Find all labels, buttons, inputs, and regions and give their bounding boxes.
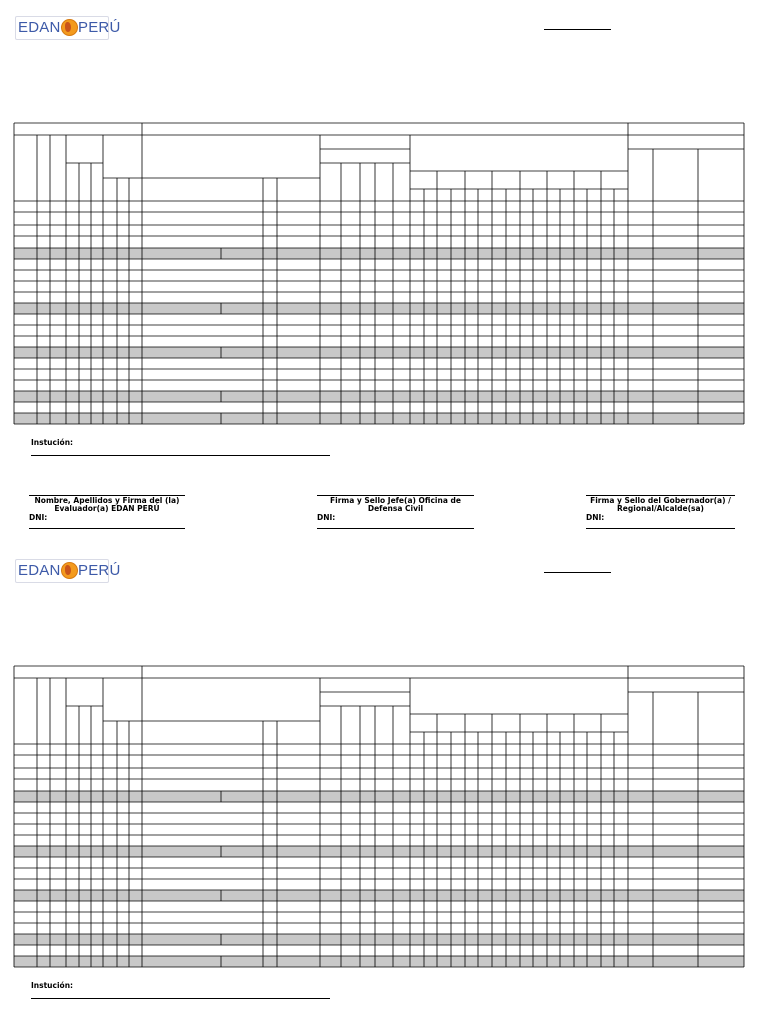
dni-label-governor: DNI: — [586, 513, 605, 522]
dni-label-civil-defense: DNI: — [317, 513, 336, 522]
logo-text-edan: EDAN — [18, 19, 61, 36]
shaded-row — [14, 934, 744, 945]
institution-line — [31, 455, 330, 456]
institution-line-2 — [31, 998, 330, 999]
signature-title-civil-defense: Firma y Sello Jefe(a) Oficina de Defensa Civil — [330, 496, 461, 513]
shaded-row — [14, 846, 744, 857]
institution-label: Instución: — [31, 438, 74, 447]
form-page-2 — [0, 543, 768, 1024]
shaded-row — [14, 413, 744, 424]
shaded-row — [14, 347, 744, 358]
logo-text-edan-2: EDAN — [18, 562, 61, 579]
shaded-row — [14, 890, 744, 901]
shaded-row — [14, 391, 744, 402]
evaluation-table-2 — [0, 543, 768, 1024]
logo-text-peru-2: PERÚ — [78, 562, 121, 579]
shaded-row — [14, 303, 744, 314]
signature-line-bottom-2 — [317, 528, 474, 529]
signature-line-bottom-1 — [29, 528, 185, 529]
signature-line-bottom-3 — [586, 528, 735, 529]
signature-title-evaluator: Nombre, Apellidos y Firma del (la) Evaluador(a) EDAN PERÚ — [34, 496, 180, 513]
shaded-row — [14, 791, 744, 802]
shaded-row — [14, 956, 744, 967]
logo-text-peru: PERÚ — [78, 19, 121, 36]
dni-label-evaluator: DNI: — [29, 513, 48, 522]
institution-label-2: Instución: — [31, 981, 74, 990]
shaded-row — [14, 248, 744, 259]
signature-title-governor: Firma y Sello del Gobernador(a) / Regional/Alcalde(sa) — [590, 496, 731, 513]
